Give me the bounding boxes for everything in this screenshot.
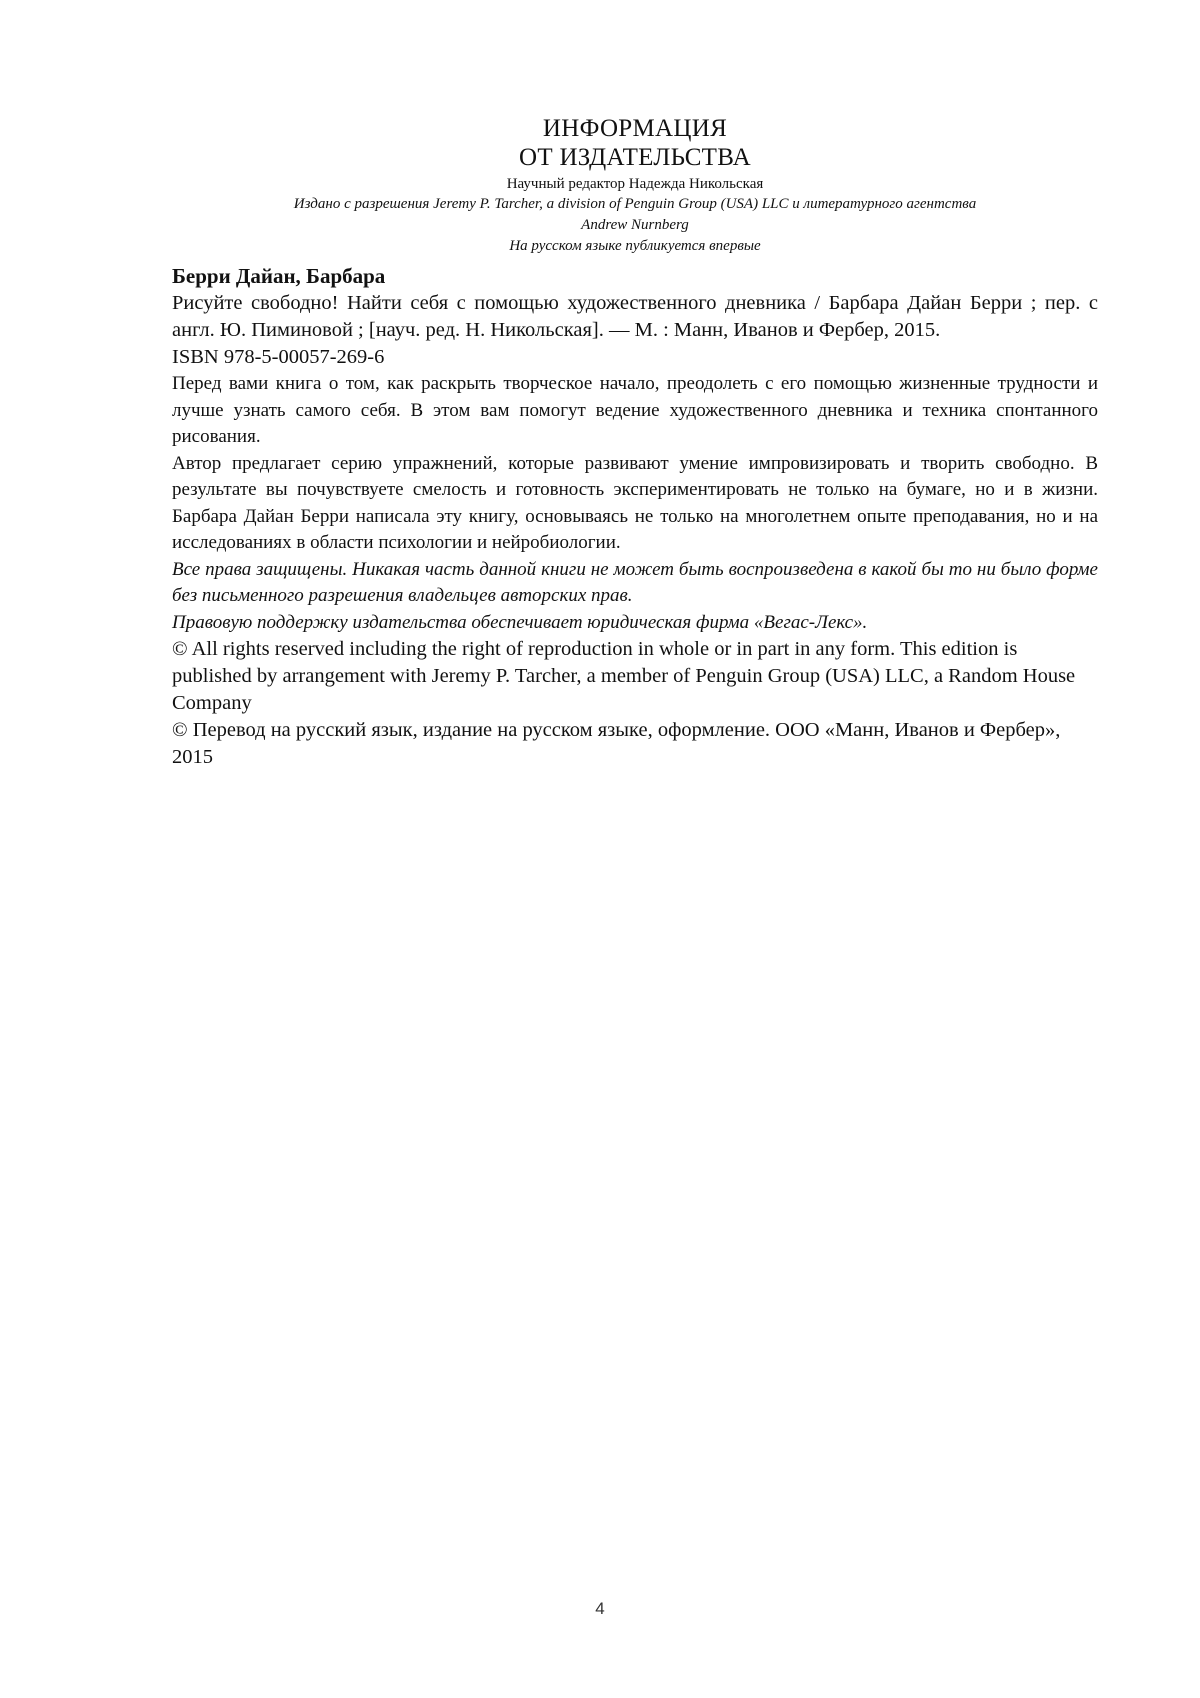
scientific-editor-line: Научный редактор Надежда Никольская <box>506 176 764 192</box>
page-number: 4 <box>595 1599 605 1618</box>
page-title-line-2: ОТ ИЗДАТЕЛЬСТВА <box>518 144 752 171</box>
page-title-line-1: ИНФОРМАЦИЯ <box>542 115 728 142</box>
annotation-paragraph-2: Автор предлагает серию упражнений, которые развивают умение импровизировать и творить свободно. В результате вы почувствуете смелость и готовность экспериментировать не только на бумаге, но и в жизни. Барбара Дайан Берри написала эту книгу, основываясь не только на многолетнем опыте преподавания, но и на исследованиях в области психологии и нейробиологии. <box>172 452 1098 553</box>
author-heading: Берри Дайан, Барбара <box>172 264 386 288</box>
permission-line-2: Andrew Nurnberg <box>581 217 689 233</box>
copyright-ru: © Перевод на русский язык, издание на русском языке, оформление. ООО «Манн, Иванов и Фербер», 2015 <box>172 719 1061 768</box>
bibliographic-entry: Рисуйте свободно! Найти себя с помощью художественного дневника / Барбара Дайан Берри ; пер. с англ. Ю. Пиминовой ; [науч. ред. Н. Никольская]. — М. : Манн, Иванов и Фербер, 2015. <box>172 292 1098 341</box>
publisher-info-header <box>170 114 1100 257</box>
copyright-en: © All rights reserved including the right of reproduction in whole or in part in any form. This edition is published by arrangement with Jeremy P. Tarcher, a member of Penguin Group (USA) LLC, a Random House Company <box>172 638 1076 714</box>
catalog-body <box>172 262 1098 771</box>
legal-support-note: Правовую поддержку издательства обеспечивает юридическая фирма «Вегас-Лекс». <box>172 611 868 633</box>
permission-line-1: Издано с разрешения Jeremy P. Tarcher, a division of Penguin Group (USA) LLC и литературного агентства <box>293 196 977 212</box>
all-rights-reserved-ru: Все права защищены. Никакая часть данной книги не может быть воспроизведена в какой бы то ни было форме без письменного разрешения владельцев авторских прав. <box>172 558 1098 606</box>
isbn-line: ISBN 978-5-00057-269-6 <box>172 346 385 368</box>
first-publication-note: На русском языке публикуется впервые <box>509 238 761 254</box>
annotation-paragraph-1: Перед вами книга о том, как раскрыть творческое начало, преодолеть с его помощью жизненные трудности и лучше узнать самого себя. В этом вам помогут ведение художественного дневника и техника спонтанного рисования. <box>172 373 1098 447</box>
